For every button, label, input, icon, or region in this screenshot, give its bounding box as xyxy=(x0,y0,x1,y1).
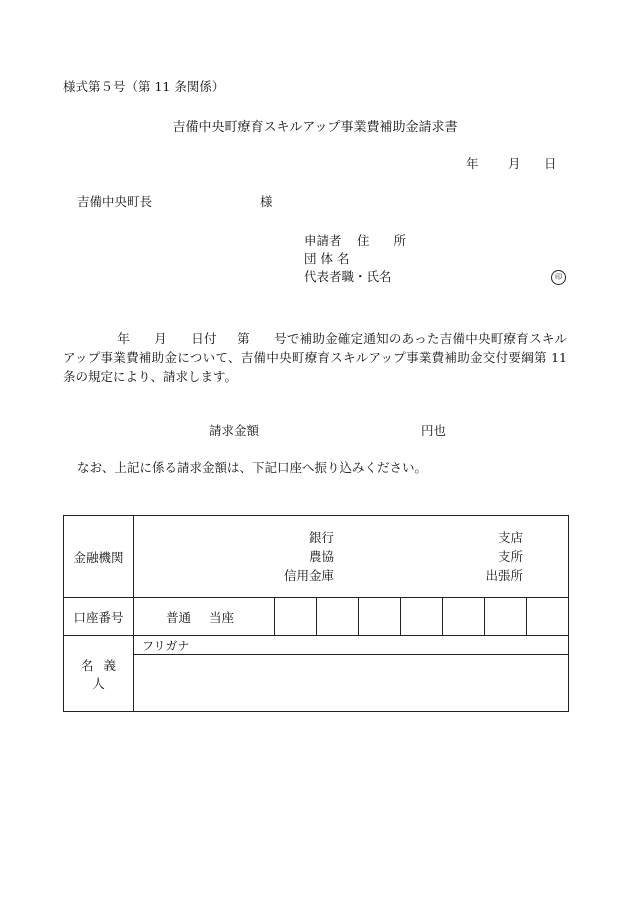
institution-label: 金融機関 xyxy=(64,516,134,598)
transfer-note: なお、上記に係る請求金額は、下記口座へ振り込みください。 xyxy=(77,460,428,475)
account-digit-box[interactable] xyxy=(527,598,569,636)
account-type-ordinary: 普通 xyxy=(166,609,192,625)
amount-label: 請求金額 xyxy=(209,423,260,438)
body-year: 年 xyxy=(117,331,131,346)
addressee-honorific: 様 xyxy=(260,194,273,209)
branch-type-branch: 支店 xyxy=(497,530,523,545)
date-month-label: 月 xyxy=(508,156,521,171)
body-sentence: 号で補助金確定通知のあった吉備中央町療育スキルアップ事業費補助金について、吉備中央町療育スキルアップ事業費補助金交付要綱第 11 条の規定により、請求します。 xyxy=(63,331,567,384)
seal-mark: 印 xyxy=(551,270,566,285)
body-number-prefix: 第 xyxy=(236,331,250,346)
account-digit-box[interactable] xyxy=(401,598,443,636)
body-day: 日付 xyxy=(191,331,217,346)
furigana-field[interactable]: フリガナ xyxy=(134,636,569,655)
account-digit-box[interactable] xyxy=(317,598,359,636)
form-number: 様式第５号（第 11 条関係） xyxy=(63,79,225,94)
account-digit-box[interactable] xyxy=(359,598,401,636)
account-holder-label: 名義人 xyxy=(64,636,134,712)
account-type-current: 当座 xyxy=(209,609,235,625)
institution-field[interactable] xyxy=(134,516,569,598)
body-month: 月 xyxy=(154,331,168,346)
account-digit-box[interactable] xyxy=(443,598,485,636)
address-label: 住所 xyxy=(357,233,431,248)
bank-account-table xyxy=(63,515,569,712)
account-digit-box[interactable] xyxy=(485,598,527,636)
branch-type-agency: 出張所 xyxy=(485,568,523,583)
date-day-label: 日 xyxy=(544,156,557,171)
account-type-field[interactable] xyxy=(134,598,275,636)
addressee-name: 吉備中央町長 xyxy=(77,194,153,209)
account-holder-name-field[interactable] xyxy=(134,655,569,712)
bank-type-credit-union: 信用金庫 xyxy=(283,568,334,583)
branch-type-sub-office: 支所 xyxy=(497,549,523,564)
applicant-label: 申請者 xyxy=(304,233,342,248)
request-body-text xyxy=(63,329,567,386)
bank-type-agri-coop: 農協 xyxy=(308,549,334,564)
account-digit-box[interactable] xyxy=(275,598,317,636)
group-name-label: 団体名 xyxy=(304,251,354,266)
document-title: 吉備中央町療育スキルアップ事業費補助金請求書 xyxy=(172,120,458,135)
date-year-label: 年 xyxy=(466,156,479,171)
representative-label: 代表者職・氏名 xyxy=(304,269,392,284)
amount-unit: 円也 xyxy=(421,423,447,438)
bank-type-bank: 銀行 xyxy=(308,530,334,545)
account-number-label: 口座番号 xyxy=(64,598,134,636)
